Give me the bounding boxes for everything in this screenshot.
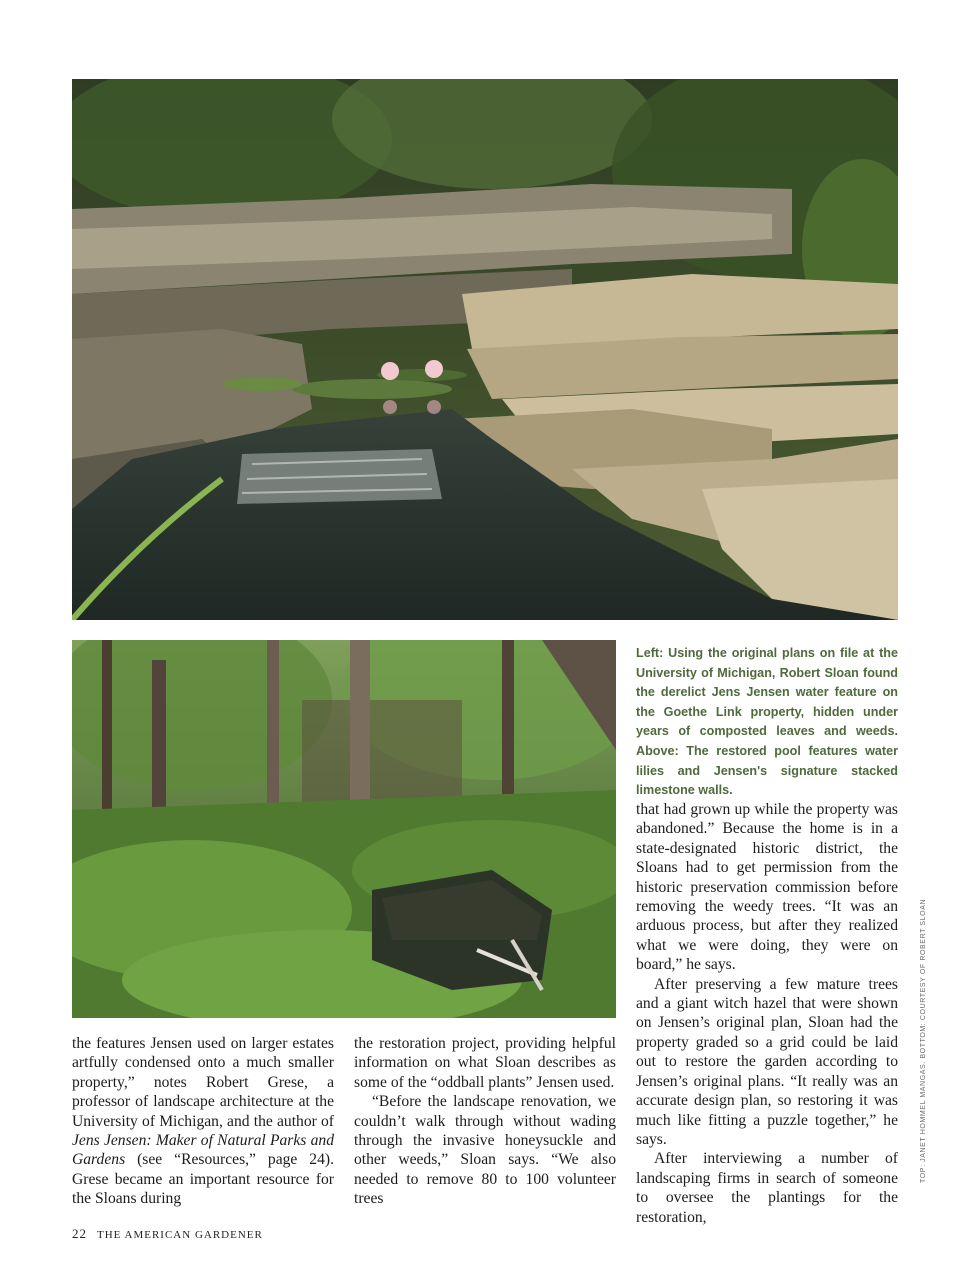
article-paragraph: “Before the landscape renovation, we couldn’t walk through without wading through the invasive honeysuckle and other weeds,” Sloan says. “We also needed to remove 80 to 100 volunteer trees (354, 1093, 616, 1208)
article-paragraph (72, 1034, 334, 1209)
page-footer (72, 1226, 263, 1242)
photo-credit: TOP: JANET HOMMEL MANGAS. BOTTOM: COURTESY OF ROBERT SLOAN (920, 898, 927, 1183)
paragraph-text: the features Jensen used on larger estates artfully condensed onto a much smaller property,” notes Robert Grese, a professor of landscape architecture at the University of Michigan, and the author of (72, 1035, 334, 1130)
book-title: Jens Jensen: Maker of Natural Parks and Gardens (72, 1132, 334, 1169)
photo-caption: Left: Using the original plans on file at the University of Michigan, Robert Sloan found the derelict Jens Jensen water feature on the Goethe Link property, hidden under years of composted leaves and weeds. Above: The restored pool features water lilies and Jensen's signature stacked limestone walls. (636, 646, 898, 798)
article-column-2 (354, 1034, 616, 1209)
water-garden-photo (72, 79, 898, 620)
article-paragraph: the restoration project, providing helpful information on what Sloan describes as some of the “oddball plants” Jensen used. (354, 1035, 616, 1091)
article-paragraph: that had grown up while the property was abandoned.” Because the home is in a state-designated historic district, the Sloans had to get permission from the historic preservation commission before removing the weedy trees. “It was an arduous process, but after they realized what we were doing, they were on board,” he says. (636, 801, 898, 974)
article-paragraph: After interviewing a number of landscaping firms in search of someone to oversee the plantings for the restoration, (636, 1150, 898, 1226)
article-paragraph: After preserving a few mature trees and a giant witch hazel that were shown on Jensen’s original plan, Sloan had the property graded so a grid could be laid out to restore the garden according to Jensen’s original plans. “It really was an accurate design plan, so restoring it was much like fitting a puzzle together,” he says. (636, 975, 898, 1148)
page-number: 22 (72, 1226, 87, 1241)
paragraph-text: (see “Resources,” page 24). Grese became an important resource for the Sloans during (72, 1151, 334, 1208)
article-column-1 (72, 1034, 334, 1209)
magazine-name: THE AMERICAN GARDENER (97, 1229, 263, 1241)
overgrown-pond-photo (72, 640, 616, 1018)
article-column-3 (636, 800, 898, 1227)
